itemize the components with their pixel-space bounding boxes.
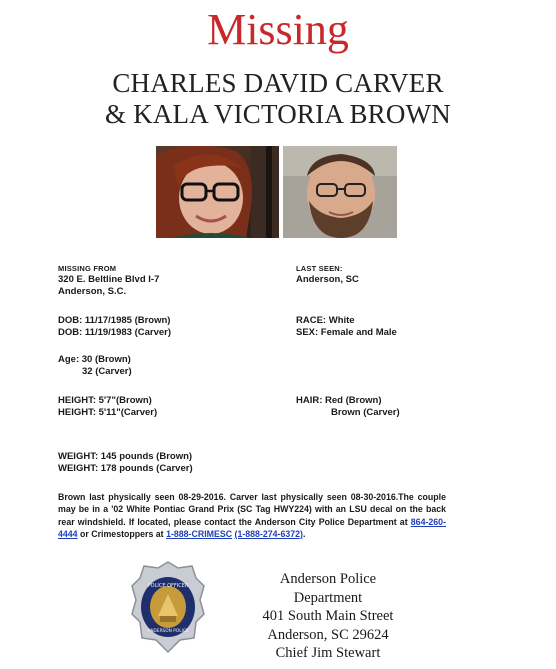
contact-address (258, 570, 398, 663)
hair-carver: Brown (Carver) (331, 407, 400, 418)
hair-brown: HAIR: Red (Brown) (296, 395, 382, 406)
age-brown: Age: 30 (Brown) (58, 354, 131, 365)
name-line-2: & KALA VICTORIA BROWN (105, 99, 451, 129)
details-mid-text: or Crimestoppers at (77, 528, 167, 539)
contact-line-1: Anderson Police (279, 571, 377, 587)
photo-charles-carver (283, 146, 397, 238)
police-badge-icon (130, 560, 206, 659)
details-text: Brown last physically seen 08-29-2016. Carver last physically seen 08-30-2016.The couple may be in a '02 White Pontiac Grand Prix (SC Tag HWY224) with an LSU decal on the back rear windshield. If located, please contact the Anderson City Police Department at (58, 492, 446, 527)
race: RACE: White (296, 315, 355, 326)
details-end: . (302, 528, 306, 539)
sex: SEX: Female and Male (296, 327, 397, 338)
photo-kala-brown (156, 146, 279, 238)
weight-brown: WEIGHT: 145 pounds (Brown) (58, 451, 193, 462)
crimestoppers-link[interactable]: 1-888-CRIMESC (166, 528, 233, 539)
contact-line-2: Department (293, 589, 363, 606)
height-carver: HEIGHT: 5'11"(Carver) (58, 407, 158, 418)
contact-line-5: Chief Jim Stewart (275, 645, 381, 661)
weight-carver: WEIGHT: 178 pounds (Carver) (58, 463, 193, 474)
details-paragraph (58, 491, 446, 540)
contact-line-4: Anderson, SC 29624 (267, 626, 389, 643)
dob-brown: DOB: 11/17/1985 (Brown) (58, 315, 171, 326)
missing-from-city: Anderson, S.C. (58, 286, 127, 297)
crimestoppers-number-link[interactable]: (1-888-274-6372) (234, 528, 303, 539)
contact-line-3: 401 South Main Street (262, 608, 394, 624)
svg-text:POLICE OFFICER: POLICE OFFICER (147, 583, 189, 589)
missing-from-label: MISSING FROM (58, 264, 117, 273)
age-carver: 32 (Carver) (82, 366, 132, 377)
svg-text:ANDERSON POLICE: ANDERSON POLICE (147, 629, 189, 634)
missing-from-address: 320 E. Beltline Blvd I-7 (58, 274, 160, 285)
name-line-1: CHARLES DAVID CARVER (112, 68, 444, 98)
dob-carver: DOB: 11/19/1983 (Carver) (58, 327, 172, 338)
poster-heading: Missing (207, 5, 349, 54)
last-seen-value: Anderson, SC (296, 274, 359, 285)
police-phone-link[interactable]: 864-260-4444 (58, 516, 446, 539)
height-brown: HEIGHT: 5'7"(Brown) (58, 395, 152, 406)
last-seen-label: LAST SEEN: (296, 264, 343, 273)
